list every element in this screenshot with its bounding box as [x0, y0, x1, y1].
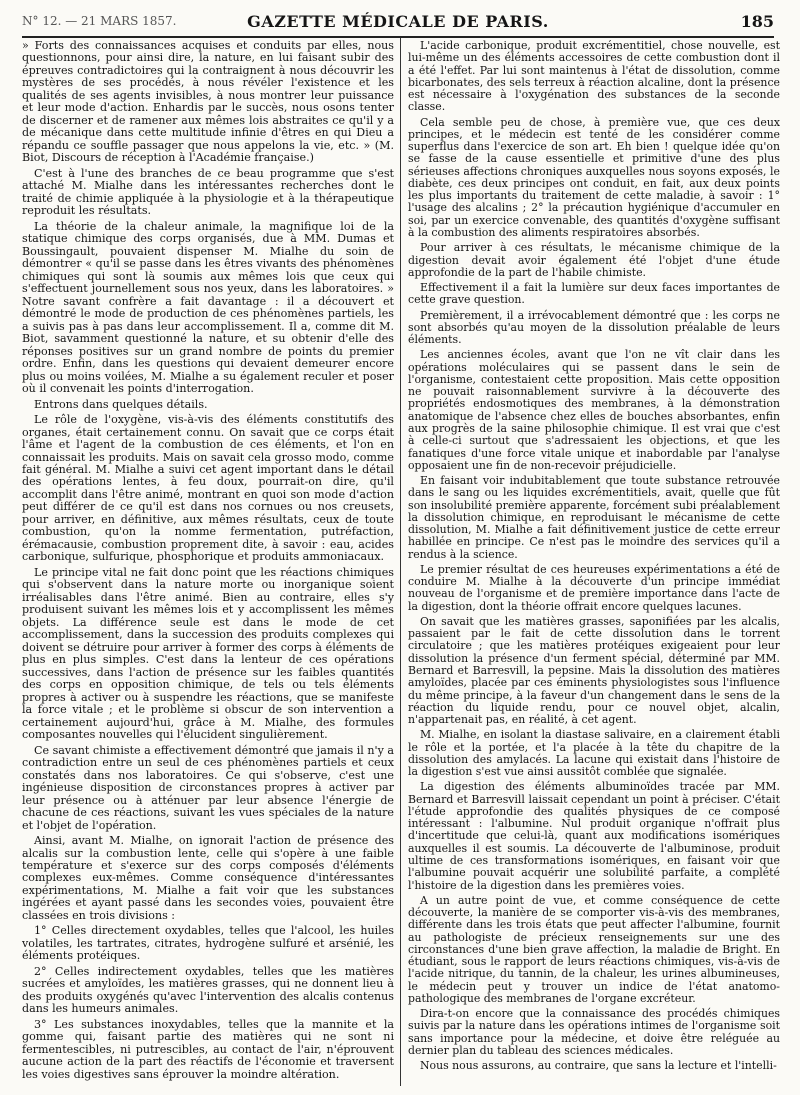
paragraph: Ce savant chimiste a effectivement démontré que jamais il n'y a contradiction entre un seul de ces phénomènes partiels et ceux constatés dans nos laboratoires. Ce qui s'observe, c'est une ingénieuse disposition de circonstances propres à activer par leur présence ou à atténuer par leur absence l'énergie de chacune de ces réactions, suivant les vues spéciales de la nature et l'objet de l'opération.	[22, 743, 394, 832]
left-column	[22, 40, 394, 1090]
issue-date: N° 12. — 21 MARS 1857.	[22, 14, 177, 28]
paragraph: Effectivement il a fait la lumière sur deux faces importantes de cette grave question.	[408, 281, 780, 307]
paragraph: Pour arriver à ces résultats, le mécanisme chimique de la digestion devait avoir également été l'objet d'une étude approfondie de la part de l'habile chimiste.	[408, 241, 780, 279]
paragraph-quote-biot: » Forts des connaissances acquises et conduits par elles, nous questionnons, pour ainsi dire, la nature, en lui faisant subir des épreuves contradictoires qui la contraignent à nous découvrir les mystères de ses procédés, à nous révéler l'existence et les qualités de ses agents invisibles, à nous montrer leur puissance et leur mode d'action. Enhardis par le succès, nous osons tenter de discerner et de ramener aux mêmes lois abstraites ce qu'il y a de mécanique dans cette multitude infinie d'êtres en qui Dieu a répandu ce souffle passager que nous appelons la vie, etc. » (M. Biot, Discours de réception à l'Académie française.)	[22, 40, 394, 165]
paragraph: Premièrement, il a irrévocablement démontré que : les corps ne sont absorbés qu'au moyen de la dissolution préalable de leurs éléments.	[408, 308, 780, 347]
paragraph: Entrons dans quelques détails.	[34, 397, 208, 411]
paragraph: Les anciennes écoles, avant que l'on ne vît clair dans les opérations moléculaires qui se passent dans le sein de l'organisme, contestaient cette proposition. Mais cette opposition ne pouvait raisonnablement survivre à la découverte des propriétés endosmotiques des membranes, à la démonstration anatomique de l'absence chez elles de bouches absorbantes, enfin aux progrès de la saine philosophie chimique. Il est vrai que c'est à celle-ci surtout que s'adressaient les objections, et que les fanatiques d'une force vitale unique et inabordable par l'analyse opposaient une fin de non-recevoir préjudicielle.	[408, 348, 780, 472]
paragraph: La digestion des éléments albuminoïdes tracée par MM. Bernard et Barresvill laissait cependant un point à préciser. C'était l'étude approfondie des qualités physiques de ce composé intéressant : l'albumine. Nul produit organique n'offrait plus d'incertitude que celui-là, quant aux modifications isomériques auxquelles il est soumis. La découverte de l'albuminose, produit ultime de ces transformations isomériques, en faisant voir que l'albumine pouvait acquérir une solubilité parfaite, a complété l'histoire de la digestion dans les premières voies.	[408, 780, 780, 892]
paragraph: En faisant voir indubitablement que toute substance retrouvée dans le sang ou les liquides excrémentitiels, avait, quelle que fût son insolubilité première apparente, forcément subi préalablement la dissolution chimique, en reproduisant le mécanisme de cette dissolution, M. Mialhe a fait définitivement justice de cette erreur habillée en principe. Ce n'est pas le moindre des services qu'il a rendus à la science.	[408, 474, 780, 561]
paragraph: Nous nous assurons, au contraire, que sans la lecture et l'intelli-	[420, 1059, 777, 1073]
paragraph: Dira-t-on encore que la connaissance des procédés chimiques suivis par la nature dans les opérations intimes de l'organisme soit sans importance pour la médecine, et doive être reléguée au dernier plan du tableau des sciences médicales.	[408, 1007, 780, 1057]
list-item: 3° Les substances inoxydables, telles que la mannite et la gomme qui, faisant partie des matières qui ne sont ni fermentescibles, ni putrescibles, au contact de l'air, n'éprouvent aucune action de la part des réactifs de l'économie et traversent les voies digestives sans éprouver la moindre altération.	[22, 1017, 394, 1081]
paragraph: Cela semble peu de chose, à première vue, que ces deux principes, et le médecin est tenté de les considérer comme superflus dans l'exercice de son art. Eh bien ! quelque idée qu'on se fasse de la cause essentielle et primitive d'une des plus sérieuses affections chroniques auxquelles nous soyons exposés, le diabète, ces deux principes ont conduit, en fait, aux deux points les plus importants du traitement de cette maladie, à savoir : 1° l'usage des alcalins ; 2° la précaution hygiénique d'accumuler en soi, par un exercice convenable, des quantités d'oxygène suffisant à la combustion des aliments respiratoires absorbés.	[408, 115, 780, 239]
column-divider	[400, 38, 401, 1086]
paragraph: C'est à l'une des branches de ce beau programme que s'est attaché M. Mialhe dans les intéressantes recherches dont le traité de chimie appliquée à la physiologie et à la thérapeutique reproduit les résultats.	[22, 166, 394, 218]
paragraph: La théorie de la chaleur animale, la magnifique loi de la statique chimique des corps organisés, due à MM. Dumas et Boussingault, pouvaient dispenser M. Mialhe du soin de démontrer « qu'il se passe dans les êtres vivants des phénomènes chimiques qui sont là soumis aux mêmes lois que ceux qui s'effectuent journellement sous nos yeux, dans les laboratoires. » Notre savant confrère a fait davantage : il a découvert et démontré le mode de production de ces phénomènes partiels, les a suivis pas à pas dans leur accomplissement. Il a, comme dit M. Biot, savamment questionné la nature, et su obtenir d'elle des réponses positives sur un grand nombre de points du premier ordre. Enfin, dans les questions qui devaient demeurer encore plus ou moins voilées, M. Mialhe a su également reculer et poser où il convenait les points d'interrogation.	[22, 219, 394, 396]
paragraph: Le premier résultat de ces heureuses expérimentations a été de conduire M. Mialhe à la découverte d'un principe immédiat nouveau de l'organisme et de première importance dans l'acte de la digestion, dont la théorie offrait encore quelques lacunes.	[408, 562, 780, 613]
header-rule	[22, 36, 774, 38]
list-item: 2° Celles indirectement oxydables, telles que les matières sucrées et amyloïdes, les matières grasses, qui ne donnent lieu à des produits oxygénés qu'avec l'intervention des alcalis contenus dans les humeurs animales.	[22, 964, 394, 1016]
paragraph: Ainsi, avant M. Mialhe, on ignorait l'action de présence des alcalis sur la combustion lente, celle qui s'opère à une faible température et s'exerce sur des corps composés d'éléments complexes eux-mêmes. Comme conséquence d'intéressantes expérimentations, M. Mialhe a fait voir que les substances ingérées et ayant passé dans les secondes voies, pouvaient être classées en trois divisions :	[22, 834, 394, 922]
paragraph: A un autre point de vue, et comme conséquence de cette découverte, la manière de se comporter vis-à-vis des membranes, différente dans les trois états que peut affecter l'albumine, fournit au pathologiste de précieux renseignements sur une des circonstances d'une bien grave affection, la maladie de Bright. En étudiant, sous le rapport de leurs réactions chimiques, vis-à-vis de l'acide nitrique, du tannin, de la chaleur, les urines albumineuses, le médecin peut y trouver un indice de l'état anatomo-pathologique des membranes de l'organe excréteur.	[408, 893, 780, 1005]
paragraph: M. Mialhe, en isolant la diastase salivaire, en a clairement établi le rôle et la portée, et l'a placée à la tête du chapitre de la dissolution des amylacés. La lacune qui existait dans l'histoire de la digestion s'est vue ainsi aussitôt comblée que signalée.	[408, 728, 780, 779]
paragraph: On savait que les matières grasses, saponifiées par les alcalis, passaient par le fait de cette dissolution dans le torrent circulatoire ; que les matières protéiques exigeaient pour leur dissolution la présence d'un ferment spécial, déterminé par MM. Bernard et Barresvill, la pepsine. Mais la dissolution des matières amyloïdes, placée par ces éminents physiologistes sous l'influence du même principe, à la faveur d'un changement dans le sens de la réaction du liquide rendu, pour ce nouvel objet, alcalin, n'appartenait pas, en réalité, à cet agent.	[408, 614, 780, 727]
page-number: 185	[740, 12, 774, 31]
paragraph: L'acide carbonique, produit excrémentitiel, chose nouvelle, est lui-même un des éléments accessoires de cette combustion dont il a été l'effet. Par lui sont maintenus à l'état de dissolution, comme bicarbonates, des sels terreux à réaction alcaline, dont la présence est nécessaire à l'oxygénation des substances de la seconde classe.	[408, 40, 780, 114]
list-item: 1° Celles directement oxydables, telles que l'alcool, les huiles volatiles, les tartrates, citrates, hydrogène sulfuré et arsénié, les éléments protéiques.	[22, 924, 394, 963]
paragraph: Le principe vital ne fait donc point que les réactions chimiques qui s'observent dans la nature morte ou inorganique soient irréalisables dans l'être animé. Bien au contraire, elles s'y produisent suivant les mêmes lois et y accomplissent les mêmes objets. La différence seule est dans le mode de cet accomplissement, dans la succession des produits complexes qui doivent se détruire pour arriver à former des corps à éléments de plus en plus simples. C'est dans la lenteur de ces opérations successives, dans l'action de présence sur les faibles quantités des corps en opposition chimique, de tels ou tels éléments propres à activer ou à suspendre les réactions, que se manifeste la force vitale ; et le problème si obscur de son intervention a certainement aujourd'hui, grâce à M. Mialhe, des formules composantes nouvelles qui l'élucident singulièrement.	[22, 565, 394, 742]
journal-title: GAZETTE MÉDICALE DE PARIS.	[247, 12, 549, 31]
right-column	[408, 40, 780, 1090]
paragraph: Le rôle de l'oxygène, vis-à-vis des éléments constitutifs des organes, était certainement connu. On savait que ce corps était l'âme et l'agent de la combustion de ces éléments, et l'on en connaissait les produits. Mais on savait cela grosso modo, comme fait général. M. Mialhe a suivi cet agent important dans le détail des opérations lentes, à feu doux, pourrait-on dire, qu'il accomplit dans l'être animé, montrant en quoi son mode d'action peut différer de ce qu'il est dans nos cornues ou nos creusets, pour arriver, en définitive, aux mêmes résultats, ceux de toute combustion, qu'on la nomme fermentation, putréfaction, érémacausie, combustion proprement dite, à savoir : eau, acides carbonique, sulfurique, phosphorique et produits ammoniacaux.	[22, 413, 394, 564]
